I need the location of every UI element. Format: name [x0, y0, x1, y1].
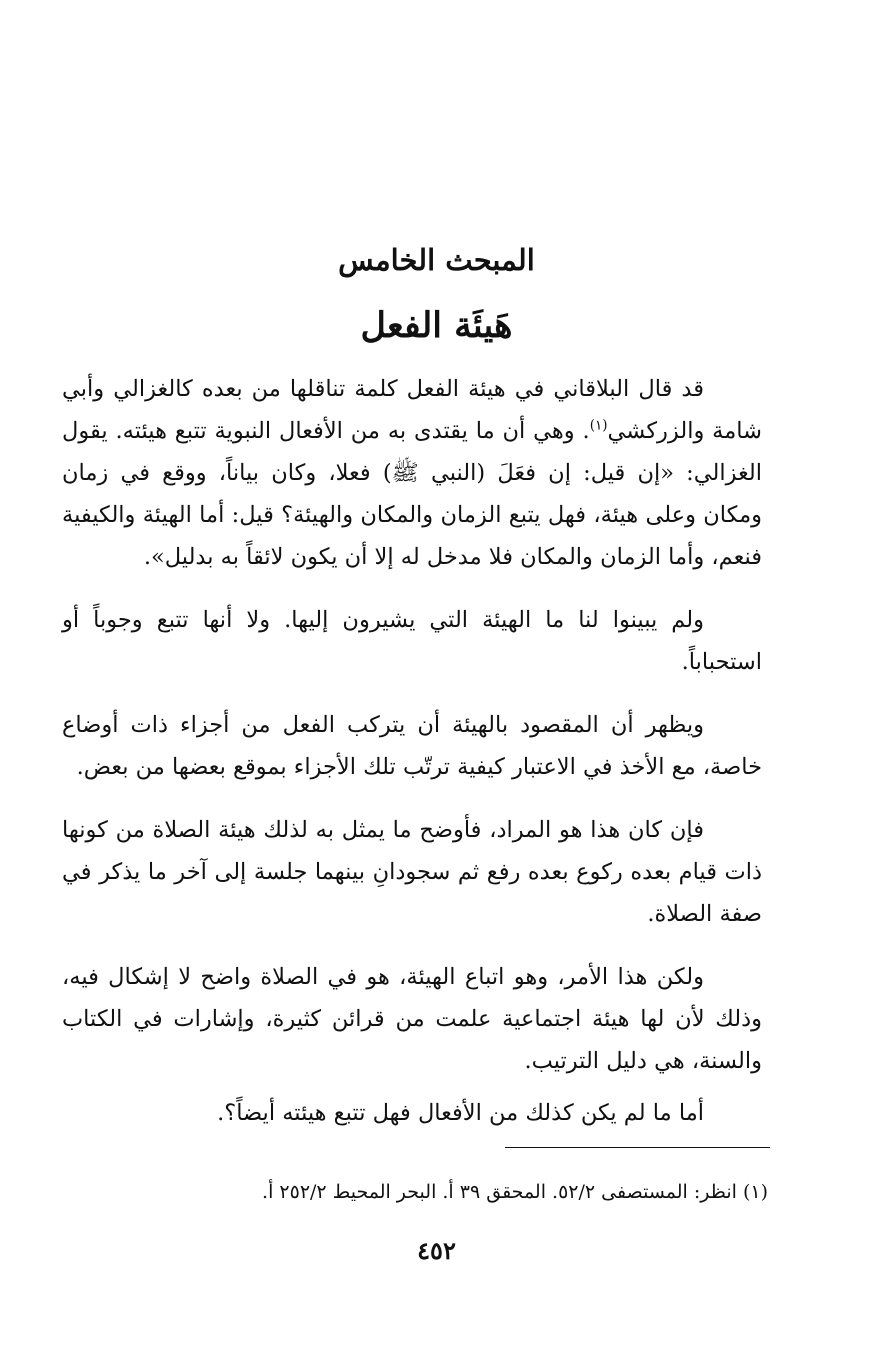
- paragraph-4: فإن كان هذا هو المراد، فأوضح ما يمثل به لذلك هيئة الصلاة من كونها ذات قيام بعده ركوع بعده رفع ثم سجودانِ بينهما جلسة إلى آخر ما يذكر في صفة الصلاة.: [62, 817, 762, 927]
- paragraph-6: أما ما لم يكن كذلك من الأفعال فهل تتبع هيئته أيضاً؟.: [217, 1100, 704, 1126]
- page-number: ٤٥٢: [417, 1236, 456, 1265]
- paragraph-5: ولكن هذا الأمر، وهو اتباع الهيئة، هو في الصلاة واضح لا إشكال فيه، وذلك لأن لها هيئة اجتماعية علمت من قرائن كثيرة، وإشارات في الكتاب والسنة، هي دليل الترتيب.: [62, 964, 762, 1074]
- paragraph-1-continued: . وهي أن ما يقتدى به من الأفعال النبوية تتبع هيئته. يقول الغزالي: «إن قيل: إن فعَلَ (النبي ﷺ) فعلا، وكان بياناً، ووقع في زمان ومكان وعلى هيئة، فهل يتبع الزمان والمكان والهيئة؟ قيل: أما الهيئة والكيفية فنعم، وأما الزمان والمكان فلا مدخل له إلا أن يكون لائقاً به بدليل».: [62, 418, 762, 570]
- footnote-reference: (١): [589, 417, 608, 434]
- footnote-divider: [505, 1147, 770, 1148]
- paragraph-3: ويظهر أن المقصود بالهيئة أن يتركب الفعل من أجزاء ذات أوضاع خاصة، مع الأخذ في الاعتبار كيفية ترتّب تلك الأجزاء بموقع بعضها من بعض.: [62, 712, 762, 780]
- paragraph-2: ولم يبينوا لنا ما الهيئة التي يشيرون إليها. ولا أنها تتبع وجوباً أو استحباباً.: [62, 607, 762, 675]
- footnote: (١) انظر: المستصفى ٥٢/٢. المحقق ٣٩ أ. البحر المحيط ٢٥٢/٢ أ.: [262, 1181, 768, 1203]
- section-title: هَيئَة الفعل: [360, 305, 513, 346]
- main-text: [62, 368, 762, 1155]
- paragraph-1: [62, 368, 762, 578]
- chapter-heading: المبحث الخامس: [338, 243, 535, 277]
- paragraph-1-text: قد قال البلاقاني في هيئة الفعل كلمة تناقلها من بعده كالغزالي وأبي شامة والزركشي: [62, 376, 763, 444]
